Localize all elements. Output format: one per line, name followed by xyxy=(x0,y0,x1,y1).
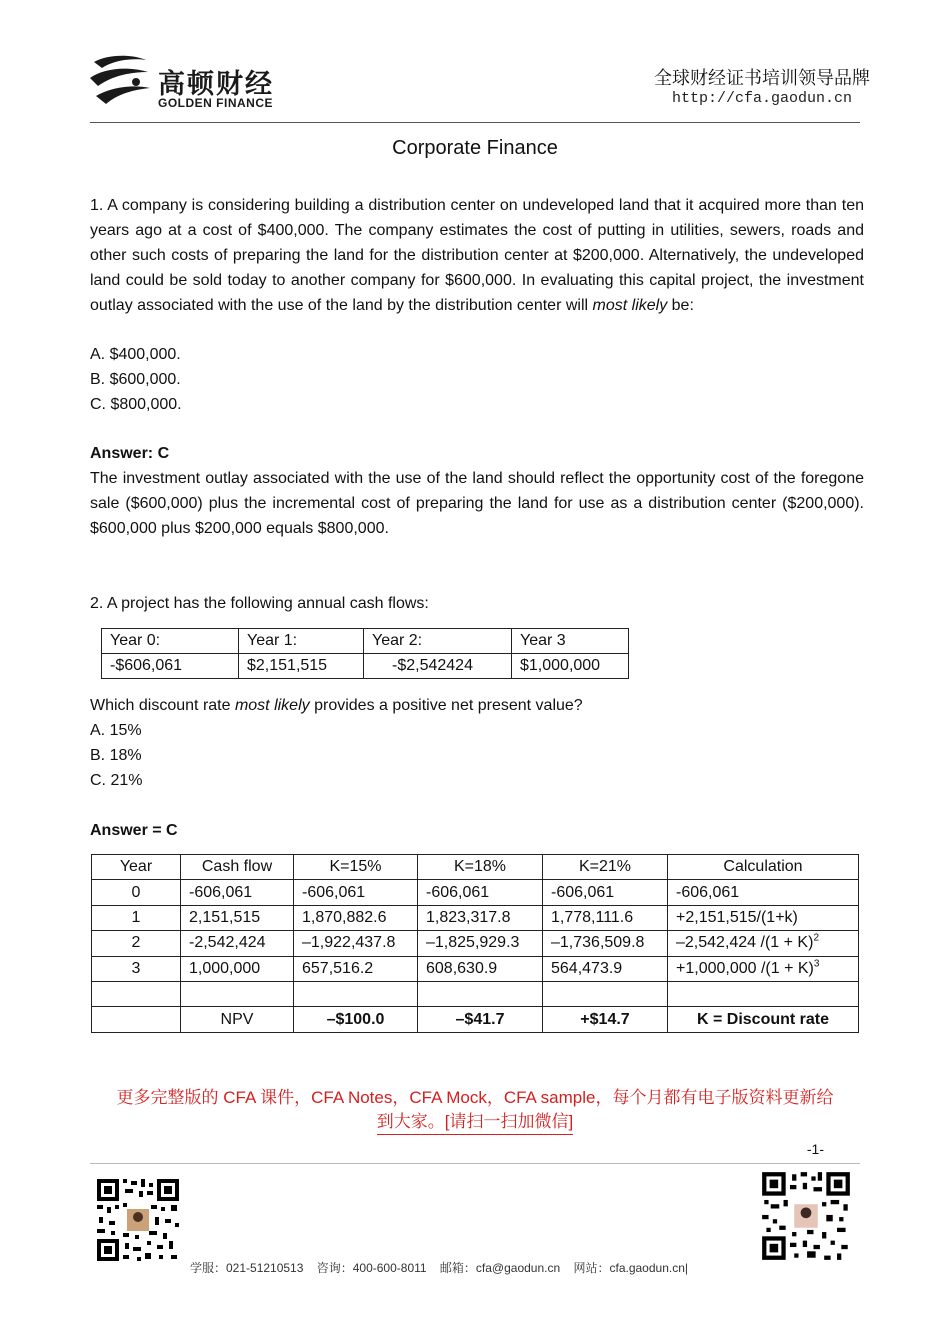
table-row xyxy=(92,931,859,956)
table-row-empty xyxy=(92,981,859,1006)
table-cell: Year 1: xyxy=(239,629,364,654)
table-cell: -606,061 xyxy=(543,880,668,905)
table-header-cell: K=21% xyxy=(543,855,668,880)
npv-note: K = Discount rate xyxy=(668,1007,859,1032)
npv-calculation-table xyxy=(91,854,859,1033)
table-row xyxy=(102,629,629,654)
promo-text[interactable] xyxy=(90,1086,860,1135)
exponent: 2 xyxy=(813,933,819,945)
q2-question-text: Which discount rate xyxy=(90,697,235,714)
table-row xyxy=(92,855,859,880)
table-cell xyxy=(181,981,294,1006)
table-cell xyxy=(543,981,668,1006)
table-row xyxy=(92,956,859,981)
table-cell: Year 0: xyxy=(102,629,239,654)
table-row xyxy=(92,905,859,930)
table-cell: -2,542,424 xyxy=(181,931,294,956)
table-cell: 2 xyxy=(92,931,181,956)
table-row xyxy=(92,880,859,905)
header-url-link[interactable]: http://cfa.gaodun.cn xyxy=(671,90,852,107)
calc-text: +2,151,515/(1+k) xyxy=(676,908,798,926)
table-cell: Year 2: xyxy=(364,629,512,654)
cash-flow-table xyxy=(101,628,629,679)
table-cell: –1,736,509.8 xyxy=(543,931,668,956)
table-cell: –1,922,437.8 xyxy=(294,931,418,956)
table-header-cell: K=15% xyxy=(294,855,418,880)
table-cell: 1,870,882.6 xyxy=(294,905,418,930)
exponent: 3 xyxy=(813,958,820,970)
q1-option-c: C. $800,000. xyxy=(90,396,182,413)
table-cell: 608,630.9 xyxy=(418,956,543,981)
q1-text: 1. A company is considering building a distribution center on undeveloped land that it acquired more than ten years ago at a cost of $400,000. The company estimates the cost of putting in utilities, sewers, roads and other such costs of preparing the land for the distribution center at $200,000. Alternatively, the undeveloped land could be sold today to another company for $600,000. In evaluating this capital project, the investment outlay associated with the use of the land by the distribution center will xyxy=(90,197,864,314)
q2-question-end: provides a positive net present value? xyxy=(309,697,583,714)
promo-line-2: 到大家。[请扫一扫加微信] xyxy=(377,1110,573,1135)
table-cell xyxy=(294,981,418,1006)
document-title: Corporate Finance xyxy=(392,137,558,159)
table-cell: $1,000,000 xyxy=(512,654,629,679)
qr-code-icon xyxy=(760,1170,852,1262)
q1-explanation: The investment outlay associated with the use of the land should reflect the opportunity cost of the foregone sale ($600,000) plus the incremental cost of preparing the land for use as a distribution center ($200,000). $600,000 plus $200,000 equals $800,000. xyxy=(90,470,864,537)
table-cell: 657,516.2 xyxy=(294,956,418,981)
table-cell: 1,000,000 xyxy=(181,956,294,981)
table-cell: 2,151,515 xyxy=(181,905,294,930)
table-cell: -$606,061 xyxy=(102,654,239,679)
page-number: -1- xyxy=(806,1141,824,1157)
table-cell: Year 3 xyxy=(512,629,629,654)
q2-question xyxy=(90,693,583,718)
q1-question xyxy=(90,193,864,318)
table-header-cell: Cash flow xyxy=(181,855,294,880)
q2-intro: 2. A project has the following annual cash flows: xyxy=(90,595,429,612)
q1-text-end: be: xyxy=(667,297,694,314)
logo-chinese-text: 高顿财经 xyxy=(158,69,274,99)
npv-label: NPV xyxy=(181,1007,294,1032)
table-row-npv xyxy=(92,1007,859,1032)
footer-contact-info: 学服：021-51210513 咨询：400-600-8011 邮箱：cfa@gaodun.cn 网站：cfa.gaodun.cn| xyxy=(190,1261,689,1275)
table-header-cell: Calculation xyxy=(668,855,859,880)
table-header-cell: K=18% xyxy=(418,855,543,880)
calc-text: +1,000,000 /(1 + K) xyxy=(676,959,814,977)
table-cell xyxy=(418,981,543,1006)
table-cell: –1,825,929.3 xyxy=(418,931,543,956)
calc-text: -606,061 xyxy=(676,883,740,901)
q1-answer: Answer: C xyxy=(90,445,170,462)
table-cell: 1,778,111.6 xyxy=(543,905,668,930)
table-cell: -606,061 xyxy=(294,880,418,905)
table-cell: -606,061 xyxy=(418,880,543,905)
q2-option-a: A. 15% xyxy=(90,722,142,739)
footer-divider xyxy=(90,1163,860,1164)
golden-finance-logo-icon xyxy=(88,52,154,110)
qr-code-icon xyxy=(95,1177,181,1263)
q2-emphasis: most likely xyxy=(234,697,310,714)
promo-line-1: 更多完整版的 CFA 课件，CFA Notes，CFA Mock，CFA sample，每个月都有电子版资料更新给 xyxy=(116,1088,834,1107)
logo-english-text: GOLDEN FINANCE xyxy=(158,96,273,110)
table-cell: 3 xyxy=(92,956,181,981)
table-cell xyxy=(668,931,859,956)
table-cell xyxy=(668,905,859,930)
q1-option-b: B. $600,000. xyxy=(90,371,181,388)
q2-option-b: B. 18% xyxy=(90,747,142,764)
q2-option-c: C. 21% xyxy=(90,772,143,789)
table-cell: 1,823,317.8 xyxy=(418,905,543,930)
table-cell: 1 xyxy=(92,905,181,930)
q1-emphasis: most likely xyxy=(592,297,668,314)
table-cell: -$2,542424 xyxy=(364,654,512,679)
table-cell xyxy=(668,880,859,905)
npv-k18: –$41.7 xyxy=(418,1007,543,1032)
table-cell xyxy=(668,956,859,981)
table-row xyxy=(102,654,629,679)
q1-option-a: A. $400,000. xyxy=(90,346,181,363)
table-cell: 564,473.9 xyxy=(543,956,668,981)
table-cell xyxy=(92,1007,181,1032)
table-cell xyxy=(668,981,859,1006)
table-cell: $2,151,515 xyxy=(239,654,364,679)
table-cell xyxy=(92,981,181,1006)
calc-text: –2,542,424 /(1 + K) xyxy=(676,934,814,952)
table-cell: 0 xyxy=(92,880,181,905)
npv-k15: –$100.0 xyxy=(294,1007,418,1032)
table-header-cell: Year xyxy=(92,855,181,880)
header-divider xyxy=(90,122,860,123)
q2-answer: Answer = C xyxy=(90,822,178,839)
header-slogan: 全球财经证书培训领导品牌 xyxy=(654,68,870,88)
npv-k21: +$14.7 xyxy=(543,1007,668,1032)
table-cell: -606,061 xyxy=(181,880,294,905)
